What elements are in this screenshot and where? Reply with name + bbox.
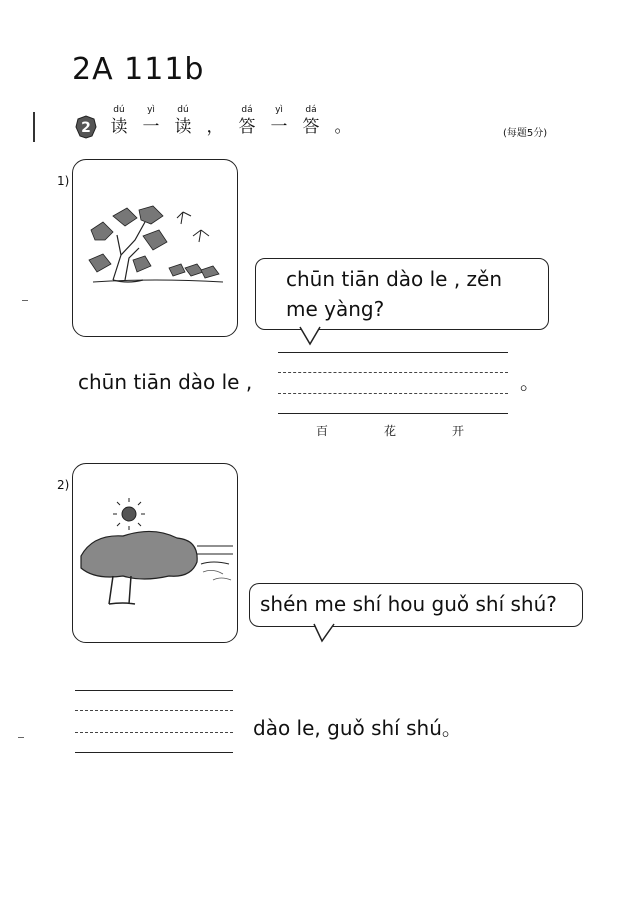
answer-prefix: chūn tiān dào le ,	[78, 370, 253, 394]
writing-line-bottom	[75, 752, 233, 753]
ruby-char: dú 读	[110, 105, 128, 137]
ruby-char: dá 答	[302, 105, 320, 137]
margin-tick	[22, 300, 28, 301]
badge-number: 2	[81, 120, 91, 136]
writing-line-bottom	[278, 413, 508, 414]
fruit-tree-illustration-icon	[73, 464, 237, 642]
hint-char: 百	[316, 424, 329, 438]
question-text: shén me shí hou guǒ shí shú?	[260, 592, 557, 616]
ruby-char: yì 一	[270, 105, 288, 137]
writing-line-top	[75, 690, 233, 691]
answer-suffix: dào le, guǒ shí shú。	[253, 716, 462, 740]
tree-illustration-icon	[73, 160, 237, 336]
ruby-char: 。	[334, 117, 352, 137]
writing-line-dashed	[75, 710, 233, 711]
writing-line-dashed	[75, 732, 233, 733]
writing-line-dashed	[278, 393, 508, 394]
margin-bar	[33, 112, 35, 142]
writing-line-top	[278, 352, 508, 353]
question-speech-bubble	[255, 258, 549, 330]
question-text-line1: chūn tiān dào le , zěn	[286, 267, 503, 291]
margin-tick	[18, 737, 24, 738]
page-title: 2A 111b	[72, 52, 205, 87]
bubble-tail-icon	[298, 326, 324, 346]
question-number: 1)	[57, 174, 70, 188]
question-number: 2)	[57, 478, 70, 492]
score-note: (每题5分)	[503, 128, 548, 139]
hint-char: 花	[384, 424, 397, 438]
question-text-line2: me yàng?	[286, 297, 385, 321]
ruby-char: dá 答	[238, 105, 256, 137]
spring-tree-picture	[72, 159, 238, 337]
question-speech-bubble	[249, 583, 583, 627]
hint-char: 开	[452, 424, 465, 438]
section-number-icon	[75, 115, 97, 139]
bubble-tail-icon	[312, 623, 338, 643]
writing-line-dashed	[278, 372, 508, 373]
answer-period: 。	[520, 370, 540, 394]
ruby-char: yì 一	[142, 105, 160, 137]
ruby-char: ，	[206, 117, 224, 137]
ruby-char: dú 读	[174, 105, 192, 137]
instruction	[104, 104, 360, 138]
fruit-tree-picture	[72, 463, 238, 643]
